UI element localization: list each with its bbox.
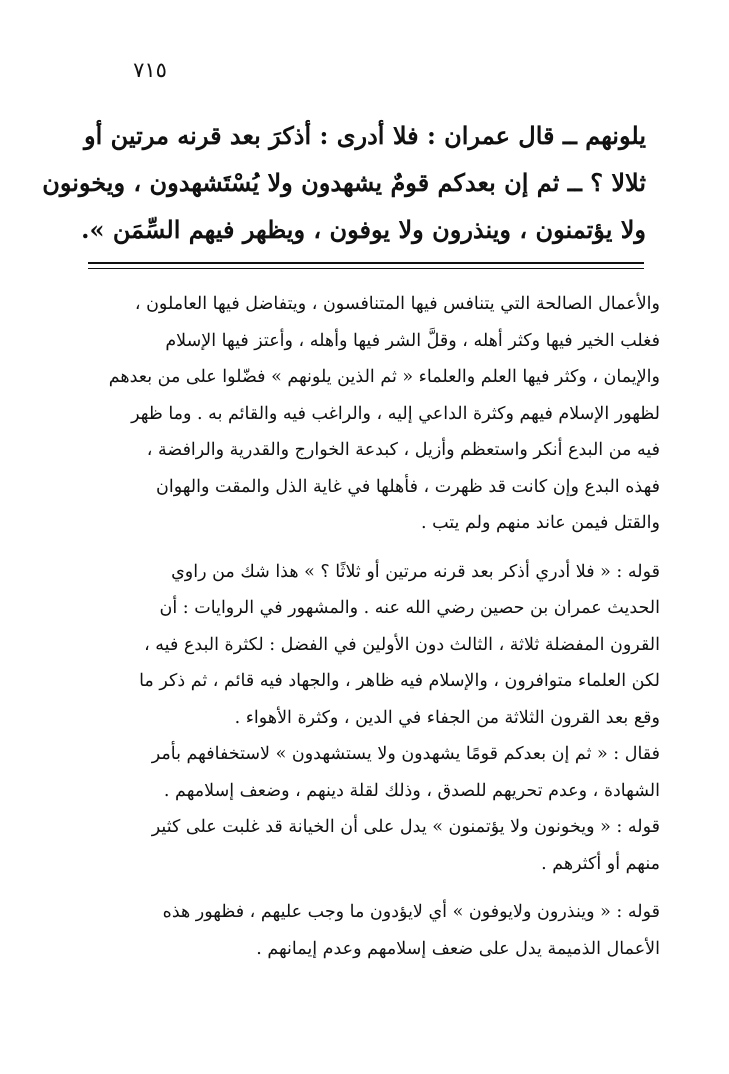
text-line: فغلب الخير فيها وكثر أهله ، وقلَّ الشر فيها وأهله ، وأعتز فيها الإسلام — [165, 330, 660, 351]
commentary-paragraph-3 — [74, 736, 660, 809]
text-line: قوله : « وينذرون ولايوفون » أي لايؤدون ما وجب عليهم ، فظهور هذه — [162, 902, 660, 922]
separator-rule-thin — [88, 268, 644, 269]
commentary-paragraph-2 — [74, 554, 660, 737]
commentary-block — [74, 286, 660, 967]
text-line: فهذه البدع وإن كانت قد ظهرت ، فأهلها في غاية الذل والمقت والهوان — [155, 476, 660, 497]
hadith-line: يلونهم ــ قال عمران : فلا أدرى : أذكرَ بعد قرنه مرتين أو — [84, 121, 646, 150]
text-line: القرون المفضلة ثلاثة ، الثالث دون الأولين في الفضل : لكثرة البدع فيه ، — [144, 634, 660, 655]
hadith-line: ثلالا ؟ ــ ثم إن بعدكم قومٌ يشهدون ولا يُسْتَشهدون ، ويخونون — [42, 168, 646, 197]
commentary-paragraph-4 — [74, 809, 660, 882]
separator-rule-thick — [88, 262, 644, 264]
text-line: فقال : « ثم إن بعدكم قومًا يشهدون ولا يستشهدون » لاستخفافهم بأمر — [151, 744, 660, 764]
text-line: قوله : « ويخونون ولا يؤتمنون » يدل على أن الخيانة قد غلبت على كثير — [151, 817, 660, 837]
hadith-line: ولا يؤتمنون ، وينذرون ولا يوفون ، ويظهر فيهم السِّمَن ». — [81, 215, 646, 244]
hadith-text-block — [42, 112, 646, 253]
text-line: قوله : « فلا أدري أذكر بعد قرنه مرتين أو ثلاثًا ؟ » هذا شك من راوي — [171, 561, 660, 582]
text-line: فيه من البدع أنكر واستعظم وأزيل ، كبدعة الخوارج والقدرية والرافضة ، — [146, 440, 660, 460]
commentary-paragraph-5 — [74, 894, 660, 967]
text-line: منهم أو أكثرهم . — [541, 853, 660, 874]
page-number: ٧١٥ — [133, 58, 167, 82]
text-line: الشهادة ، وعدم تحريهم للصدق ، وذلك لقلة دينهم ، وضعف إسلامهم . — [163, 780, 660, 801]
text-line: والقتل فيمن عاند منهم ولم يتب . — [420, 513, 660, 533]
text-line: والإيمان ، وكثر فيها العلم والعلماء « ثم الذين يلونهم » فضّلوا على من بعدهم — [108, 367, 660, 387]
text-line: الأعمال الذميمة يدل على ضعف إسلامهم وعدم إيمانهم . — [256, 938, 660, 959]
text-line: الحديث عمران بن حصين رضي الله عنه . والمشهور في الروايات : أن — [159, 598, 660, 618]
text-line: والأعمال الصالحة التي يتنافس فيها المتنافسون ، ويتفاضل فيها العاملون ، — [134, 294, 660, 314]
text-line: لظهور الإسلام فيهم وكثرة الداعي إليه ، والراغب فيه والقائم به . وما ظهر — [131, 403, 660, 424]
text-line: وقع بعد القرون الثلاثة من الجفاء في الدين ، وكثرة الأهواء . — [234, 707, 660, 728]
commentary-paragraph-1 — [74, 286, 660, 542]
text-line: لكن العلماء متوافرون ، والإسلام فيه ظاهر ، والجهاد فيه قائم ، ثم ذكر ما — [139, 671, 660, 691]
